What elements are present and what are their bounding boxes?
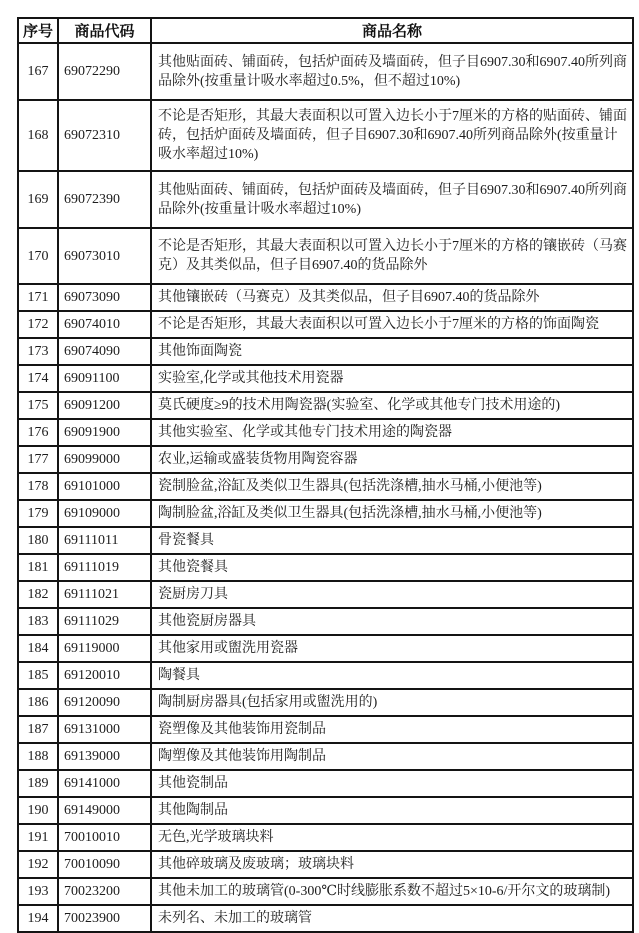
table-row [18, 311, 633, 338]
table-row [18, 473, 633, 500]
product-name-cell: 瓷制脸盆,浴缸及类似卫生器具(包括洗涤槽,抽水马桶,小便池等) [151, 473, 633, 500]
product-code-cell: 69149000 [58, 797, 151, 824]
product-code-cell: 69111021 [58, 581, 151, 608]
product-code-cell: 69074010 [58, 311, 151, 338]
row-number-cell: 179 [18, 500, 58, 527]
row-number-cell: 176 [18, 419, 58, 446]
product-name-cell: 其他瓷厨房器具 [151, 608, 633, 635]
table-row [18, 171, 633, 228]
table-row [18, 446, 633, 473]
product-name-cell: 其他实验室、化学或其他专门技术用途的陶瓷器 [151, 419, 633, 446]
table-row [18, 662, 633, 689]
row-number-cell: 186 [18, 689, 58, 716]
row-number-cell: 175 [18, 392, 58, 419]
row-number-cell: 185 [18, 662, 58, 689]
row-number-cell: 178 [18, 473, 58, 500]
row-number-cell: 191 [18, 824, 58, 851]
product-code-cell: 69073090 [58, 284, 151, 311]
row-number-cell: 174 [18, 365, 58, 392]
row-number-cell: 184 [18, 635, 58, 662]
product-code-cell: 69072290 [58, 43, 151, 100]
product-code-cell: 69119000 [58, 635, 151, 662]
table-row [18, 878, 633, 905]
table-row [18, 43, 633, 100]
product-code-cell: 69111029 [58, 608, 151, 635]
product-code-cell: 69091200 [58, 392, 151, 419]
table-row [18, 824, 633, 851]
row-number-cell: 192 [18, 851, 58, 878]
product-code-cell: 69101000 [58, 473, 151, 500]
table-row [18, 554, 633, 581]
product-name-cell: 其他瓷制品 [151, 770, 633, 797]
product-code-cell: 69131000 [58, 716, 151, 743]
table-row [18, 905, 633, 932]
product-code-cell: 69072390 [58, 171, 151, 228]
table-row [18, 527, 633, 554]
row-number-cell: 182 [18, 581, 58, 608]
column-header-product-name: 商品名称 [151, 18, 633, 43]
product-name-cell: 无色,光学玻璃块料 [151, 824, 633, 851]
product-code-cell: 69091100 [58, 365, 151, 392]
row-number-cell: 187 [18, 716, 58, 743]
row-number-cell: 193 [18, 878, 58, 905]
table-row [18, 770, 633, 797]
product-name-cell: 其他瓷餐具 [151, 554, 633, 581]
product-name-cell: 瓷塑像及其他装饰用瓷制品 [151, 716, 633, 743]
row-number-cell: 167 [18, 43, 58, 100]
product-name-cell: 陶塑像及其他装饰用陶制品 [151, 743, 633, 770]
product-name-cell: 不论是否矩形，其最大表面积以可置入边长小于7厘米的方格的镶嵌砖（马赛克）及其类似品，但子目6907.40的货品除外 [151, 228, 633, 284]
table-row [18, 365, 633, 392]
product-name-cell: 陶制脸盆,浴缸及类似卫生器具(包括洗涤槽,抽水马桶,小便池等) [151, 500, 633, 527]
table-row [18, 635, 633, 662]
product-name-cell: 其他镶嵌砖（马赛克）及其类似品，但子目6907.40的货品除外 [151, 284, 633, 311]
table-row [18, 392, 633, 419]
table-row [18, 284, 633, 311]
product-code-cell: 69120010 [58, 662, 151, 689]
product-code-cell: 69141000 [58, 770, 151, 797]
product-name-cell: 其他贴面砖、铺面砖，包括炉面砖及墙面砖，但子目6907.30和6907.40所列商品除外(按重量计吸水率超过0.5%，但不超过10%) [151, 43, 633, 100]
product-name-cell: 其他陶制品 [151, 797, 633, 824]
row-number-cell: 190 [18, 797, 58, 824]
product-code-cell: 70010010 [58, 824, 151, 851]
table-header-row [18, 18, 633, 43]
product-name-cell: 其他家用或盥洗用瓷器 [151, 635, 633, 662]
product-code-cell: 69139000 [58, 743, 151, 770]
row-number-cell: 180 [18, 527, 58, 554]
table-row [18, 338, 633, 365]
row-number-cell: 170 [18, 228, 58, 284]
row-number-cell: 171 [18, 284, 58, 311]
product-code-cell: 69072310 [58, 100, 151, 171]
table-row [18, 228, 633, 284]
table-body [18, 43, 633, 932]
product-code-cell: 69120090 [58, 689, 151, 716]
row-number-cell: 172 [18, 311, 58, 338]
row-number-cell: 189 [18, 770, 58, 797]
product-name-cell: 陶制厨房器具(包括家用或盥洗用的) [151, 689, 633, 716]
product-code-cell: 69111011 [58, 527, 151, 554]
row-number-cell: 168 [18, 100, 58, 171]
product-name-cell: 莫氏硬度≥9的技术用陶瓷器(实验室、化学或其他专门技术用途的) [151, 392, 633, 419]
product-code-cell: 70010090 [58, 851, 151, 878]
product-name-cell: 瓷厨房刀具 [151, 581, 633, 608]
product-code-cell: 69074090 [58, 338, 151, 365]
row-number-cell: 183 [18, 608, 58, 635]
table-row [18, 419, 633, 446]
table-row [18, 851, 633, 878]
row-number-cell: 169 [18, 171, 58, 228]
table-row [18, 608, 633, 635]
product-name-cell: 其他饰面陶瓷 [151, 338, 633, 365]
product-code-cell: 69099000 [58, 446, 151, 473]
product-name-cell: 陶餐具 [151, 662, 633, 689]
hs-code-table [17, 17, 634, 933]
product-name-cell: 不论是否矩形，其最大表面积以可置入边长小于7厘米的方格的贴面砖、铺面砖，包括炉面砖及墙面砖，但子目6907.30和6907.40所列商品除外(按重量计吸水率超过10%) [151, 100, 633, 171]
product-name-cell: 农业,运输或盛装货物用陶瓷容器 [151, 446, 633, 473]
product-name-cell: 不论是否矩形，其最大表面积以可置入边长小于7厘米的方格的饰面陶瓷 [151, 311, 633, 338]
table-row [18, 797, 633, 824]
table-row [18, 100, 633, 171]
column-header-serial-number: 序号 [18, 18, 58, 43]
product-name-cell: 其他未加工的玻璃管(0-300℃时线膨胀系数不超过5×10-6/开尔文的玻璃制) [151, 878, 633, 905]
product-name-cell: 实验室,化学或其他技术用瓷器 [151, 365, 633, 392]
product-code-cell: 69111019 [58, 554, 151, 581]
row-number-cell: 194 [18, 905, 58, 932]
column-header-product-code: 商品代码 [58, 18, 151, 43]
product-code-cell: 70023900 [58, 905, 151, 932]
row-number-cell: 177 [18, 446, 58, 473]
row-number-cell: 181 [18, 554, 58, 581]
table-row [18, 500, 633, 527]
product-code-cell: 69109000 [58, 500, 151, 527]
product-code-cell: 69073010 [58, 228, 151, 284]
product-code-cell: 69091900 [58, 419, 151, 446]
table-row [18, 689, 633, 716]
product-name-cell: 未列名、未加工的玻璃管 [151, 905, 633, 932]
row-number-cell: 173 [18, 338, 58, 365]
product-name-cell: 其他碎玻璃及废玻璃；玻璃块料 [151, 851, 633, 878]
product-name-cell: 骨瓷餐具 [151, 527, 633, 554]
product-code-cell: 70023200 [58, 878, 151, 905]
table-row [18, 743, 633, 770]
table-row [18, 581, 633, 608]
table-row [18, 716, 633, 743]
row-number-cell: 188 [18, 743, 58, 770]
product-name-cell: 其他贴面砖、铺面砖，包括炉面砖及墙面砖，但子目6907.30和6907.40所列商品除外(按重量计吸水率超过10%) [151, 171, 633, 228]
